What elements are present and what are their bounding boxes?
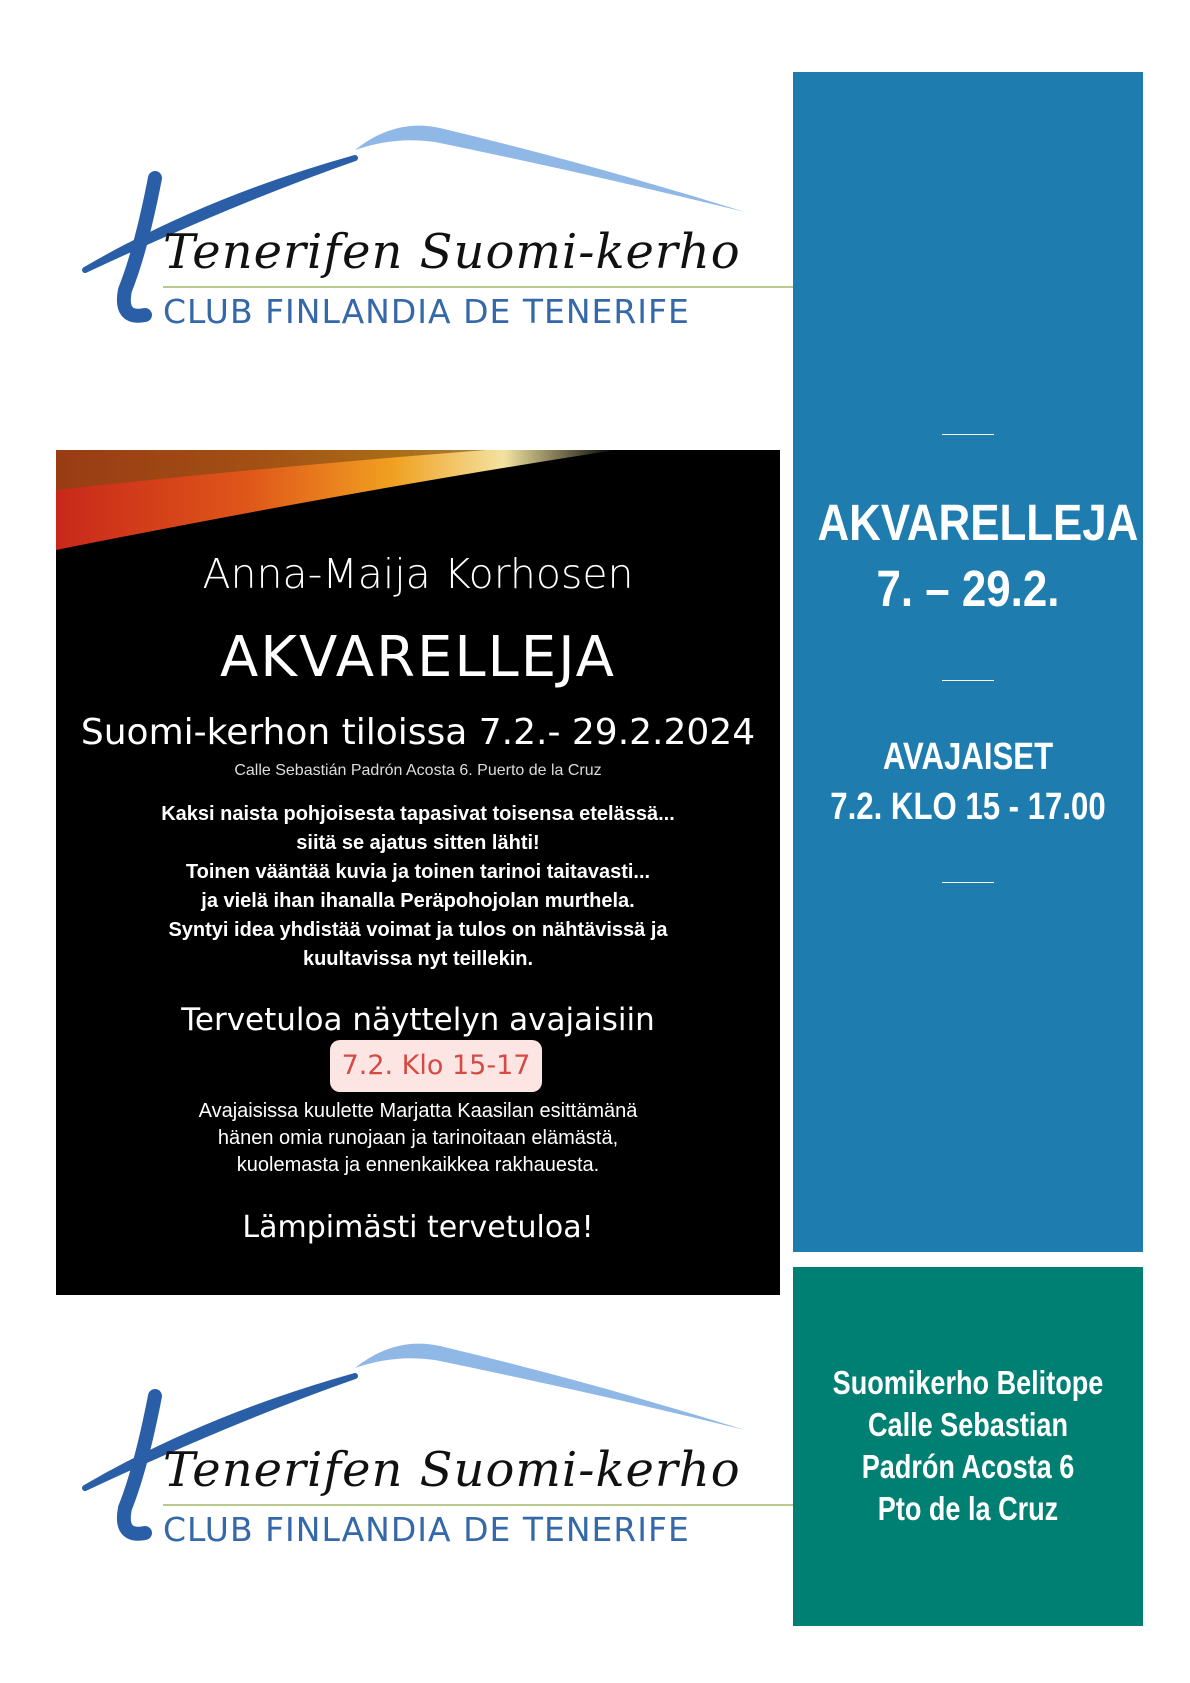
poster-final-greeting: Lämpimästi tervetuloa! bbox=[242, 1210, 594, 1245]
poster-place: Suomi-kerhon tiloissa 7.2.- 29.2.2024 bbox=[80, 712, 756, 753]
divider bbox=[942, 434, 994, 435]
divider bbox=[942, 680, 994, 681]
closing-line: hänen omia runojaan ja tarinoitaan elämästä, bbox=[217, 1127, 619, 1149]
description-line: siitä se ajatus sitten lähti! bbox=[296, 832, 540, 854]
poster-welcome: Tervetuloa näyttelyn avajaisiin bbox=[181, 1002, 655, 1038]
opening-info bbox=[825, 732, 1112, 832]
venue-address-panel bbox=[793, 1267, 1143, 1626]
opening-time-badge: 7.2. Klo 15-17 bbox=[330, 1040, 542, 1092]
divider bbox=[942, 882, 994, 883]
venue-address bbox=[825, 1362, 1112, 1530]
opening-time: 7.2. KLO 15 - 17.00 bbox=[830, 786, 1106, 828]
exhibition-poster bbox=[56, 450, 780, 1295]
event-title: AKVARELLEJA bbox=[817, 494, 1139, 551]
logo-divider bbox=[163, 286, 793, 288]
address-line: Suomikerho Belitope bbox=[832, 1364, 1104, 1401]
description-line: kuultavissa nyt teillekin. bbox=[302, 948, 534, 970]
poster-title: AKVARELLEJA bbox=[220, 625, 616, 690]
poster-artist: Anna-Maija Korhosen bbox=[202, 550, 634, 598]
logo-title: Tenerifen Suomi-kerho bbox=[163, 224, 741, 280]
event-dates: 7. – 29.2. bbox=[876, 560, 1060, 617]
address-line: Pto de la Cruz bbox=[877, 1490, 1059, 1527]
closing-line: kuolemasta ja ennenkaikkea rakhauesta. bbox=[236, 1154, 600, 1176]
logo-divider bbox=[163, 1504, 793, 1506]
logo-title: Tenerifen Suomi-kerho bbox=[163, 1442, 741, 1498]
opening-label: AVAJAISET bbox=[882, 736, 1054, 778]
description-line: Toinen vääntää kuvia ja toinen tarinoi taitavasti... bbox=[185, 861, 651, 883]
address-line: Padrón Acosta 6 bbox=[861, 1448, 1075, 1485]
logo-subtitle: CLUB FINLANDIA DE TENERIFE bbox=[163, 292, 690, 331]
club-logo-top bbox=[55, 120, 745, 350]
closing-line: Avajaisissa kuulette Marjatta Kaasilan esittämänä bbox=[198, 1100, 638, 1122]
club-logo-bottom bbox=[55, 1338, 745, 1568]
description-line: ja vielä ihan ihanalla Peräpohojolan murthela. bbox=[201, 890, 635, 912]
address-line: Calle Sebastian bbox=[867, 1406, 1069, 1443]
poster-address: Calle Sebastián Padrón Acosta 6. Puerto de la Cruz bbox=[234, 762, 602, 779]
logo-subtitle: CLUB FINLANDIA DE TENERIFE bbox=[163, 1510, 690, 1549]
event-info-panel bbox=[793, 72, 1143, 1252]
poster-description bbox=[56, 800, 780, 974]
poster-closing-text bbox=[56, 1098, 780, 1179]
event-heading bbox=[817, 490, 1139, 622]
description-line: Kaksi naista pohjoisesta tapasivat toisensa etelässä... bbox=[161, 803, 675, 825]
description-line: Syntyi idea yhdistää voimat ja tulos on nähtävissä ja bbox=[168, 919, 668, 941]
